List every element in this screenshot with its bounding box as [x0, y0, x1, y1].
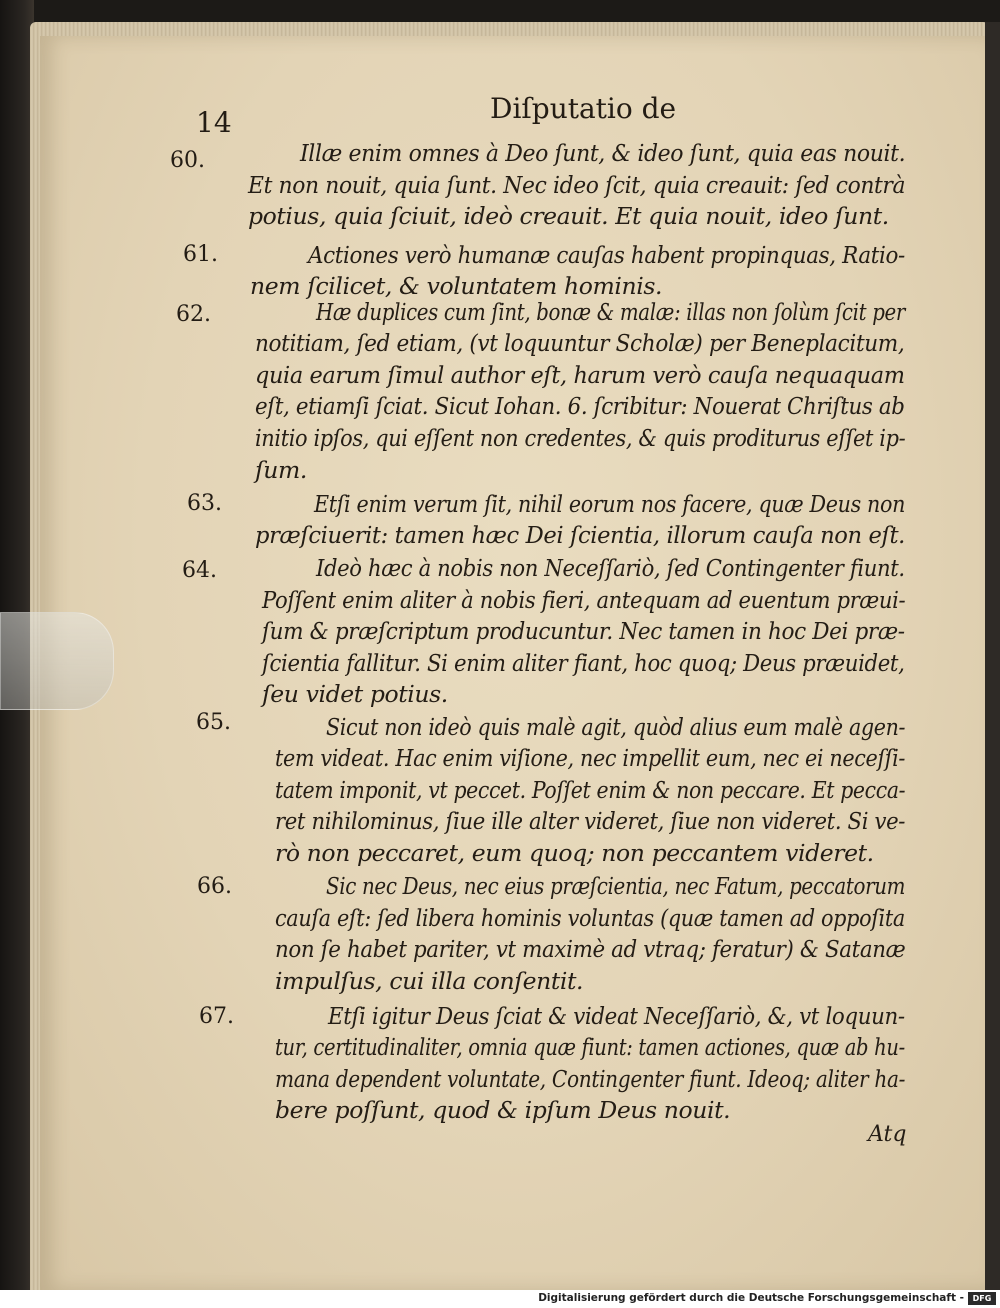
paragraph-number: 63.	[187, 491, 222, 516]
paragraph-number: 67.	[199, 1004, 234, 1029]
text-line: impulſus, cui illa conſentit.	[275, 967, 584, 995]
text-line: notitiam, ſed etiam, (vt loquuntur Scholæ) per Beneplacitum,	[255, 329, 905, 357]
footer-bar	[0, 1290, 1000, 1308]
page-number: 14	[196, 106, 232, 139]
funding-credit: Digitalisierung gefördert durch die Deutsche Forschungsgemeinschaft -	[538, 1292, 964, 1304]
text-line: initio ipſos, qui eſſent non credentes, & quis proditurus eſſet ip-	[255, 424, 906, 452]
text-line: tem videat. Hac enim viſione, nec impellit eum, nec ei neceſſi-	[275, 744, 906, 772]
paragraph-number: 62.	[176, 302, 211, 327]
text-line: Poſſent enim aliter à nobis fieri, antequam ad euentum præui-	[262, 586, 906, 614]
text-line: Etſi enim verum ſit, nihil eorum nos facere, quæ Deus non	[314, 490, 906, 518]
text-line: ſeu videt potius.	[262, 680, 448, 708]
text-line: rò non peccaret, eum quoq; non peccantem videret.	[275, 839, 874, 867]
text-line: bere poſſunt, quod & ipſum Deus nouit.	[275, 1096, 731, 1124]
scan-background-right	[985, 22, 1000, 1290]
paragraph-number: 61.	[183, 242, 218, 267]
page-clip	[0, 612, 114, 710]
paragraph-number: 64.	[182, 558, 217, 583]
text-line: ret nihilominus, ſiue ille alter videret, ſiue non videret. Si ve-	[275, 807, 906, 835]
text-line: Ideò hæc à nobis non Neceſſariò, ſed Contingenter fiunt.	[316, 554, 905, 582]
text-line: non ſe habet pariter, vt maximè ad vtraq; feratur) & Satanæ	[275, 935, 906, 963]
paragraph-number: 66.	[197, 874, 232, 899]
text-line: tatem imponit, vt peccet. Poſſet enim & non peccare. Et pecca-	[275, 776, 906, 804]
text-line: potius, quia ſciuit, ideò creauit. Et quia nouit, ideo ſunt.	[248, 202, 889, 230]
text-line: Sic nec Deus, nec eius præſcientia, nec Fatum, peccatorum	[326, 872, 906, 900]
text-line: nem ſcilicet, & voluntatem hominis.	[250, 272, 663, 300]
text-line: eſt, etiamſi ſciat. Sicut Iohan. 6. ſcribitur: Nouerat Chriſtus ab	[255, 392, 905, 420]
dfg-logo-icon: DFG	[968, 1292, 996, 1305]
text-line: quia earum ſimul author eſt, harum verò cauſa nequaquam	[255, 361, 905, 389]
text-line: Sicut non ideò quis malè agit, quòd alius eum malè agen-	[326, 713, 906, 741]
text-line: cauſa eſt: ſed libera hominis voluntas (quæ tamen ad oppoſita	[275, 904, 905, 932]
paragraph-number: 60.	[170, 148, 205, 173]
text-line: Etſi igitur Deus ſciat & videat Neceſſariò, &, vt loquun-	[328, 1002, 905, 1030]
catchword: Atq	[868, 1122, 907, 1147]
paragraph-number: 65.	[196, 710, 231, 735]
text-line: tur, certitudinaliter, omnia quæ fiunt: tamen actiones, quæ ab hu-	[275, 1033, 905, 1061]
text-line: præſciuerit: tamen hæc Dei ſcientia, illorum cauſa non eſt.	[255, 521, 905, 549]
text-line: ſcientia fallitur. Si enim aliter fiant, hoc quoq; Deus præuidet,	[262, 649, 905, 677]
text-line: Actiones verò humanæ cauſas habent propinquas, Ratio-	[308, 241, 905, 269]
text-line: Hæ duplices cum ſint, bonæ & malæ: illas non ſolùm ſcit per	[316, 298, 906, 326]
text-line: mana dependent voluntate, Contingenter fiunt. Ideoq; aliter ha-	[275, 1065, 906, 1093]
text-line: Illæ enim omnes à Deo ſunt, & ideo ſunt, quia eas nouit.	[300, 139, 906, 167]
text-line: ſum & præſcriptum producuntur. Nec tamen in hoc Dei præ-	[262, 617, 905, 645]
running-head: Diſputatio de	[490, 92, 677, 125]
text-line: ſum.	[255, 456, 307, 484]
text-line: Et non nouit, quia ſunt. Nec ideo ſcit, quia creauit: ſed contrà	[248, 171, 906, 199]
